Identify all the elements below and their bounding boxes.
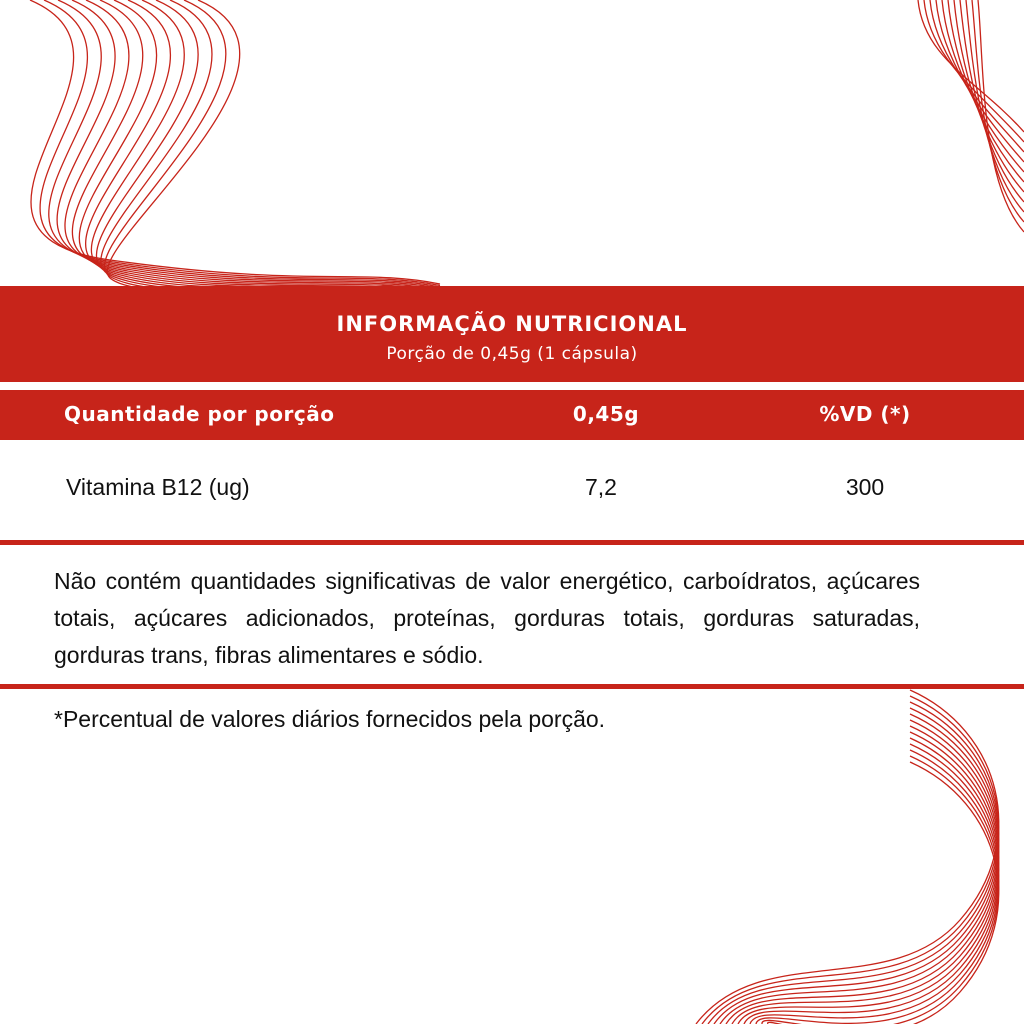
wave-line xyxy=(714,708,999,1024)
wave-line xyxy=(57,0,440,289)
top-left-wave-lines xyxy=(30,0,440,302)
table-header xyxy=(0,390,1024,440)
top-right-wave-lines xyxy=(918,0,1024,232)
wave-line xyxy=(101,0,440,299)
not-significant-note: Não contém quantidades significativas de valor energético, carboídratos, açúcares totais, açúcares adicionados, proteínas, gorduras totais, gorduras saturadas, gorduras trans, fibras alimentares e sódio. xyxy=(54,568,920,668)
wave-line xyxy=(91,0,440,296)
wave-line xyxy=(768,762,999,1024)
divider xyxy=(0,540,1024,545)
wave-line xyxy=(942,0,1024,172)
nutrient-name: Vitamina B12 (ug) xyxy=(66,474,250,500)
wave-line xyxy=(30,0,440,284)
wave-line xyxy=(49,0,440,287)
title-band xyxy=(0,286,1024,382)
divider xyxy=(0,684,1024,689)
header-quantity: Quantidade por porção xyxy=(64,402,335,426)
nutrient-amount: 7,2 xyxy=(585,474,617,500)
header-daily-value: %VD (*) xyxy=(819,402,911,426)
nutrient-daily-value: 300 xyxy=(845,474,885,500)
wave-line xyxy=(104,0,440,301)
wave-line xyxy=(948,0,1024,182)
wave-line xyxy=(107,0,440,302)
wave-line xyxy=(930,0,1024,152)
daily-value-footnote: *Percentual de valores diários fornecidos pela porção. xyxy=(54,706,606,732)
panel-title: INFORMAÇÃO NUTRICIONAL xyxy=(336,312,688,336)
wave-line xyxy=(86,0,440,295)
header-amount: 0,45g xyxy=(572,402,640,426)
bottom-right-wave-lines xyxy=(696,690,999,1024)
wave-line xyxy=(978,0,1024,232)
wave-line xyxy=(96,0,440,298)
panel-subtitle: Porção de 0,45g (1 cápsula) xyxy=(386,344,638,364)
wave-line xyxy=(954,0,1024,192)
